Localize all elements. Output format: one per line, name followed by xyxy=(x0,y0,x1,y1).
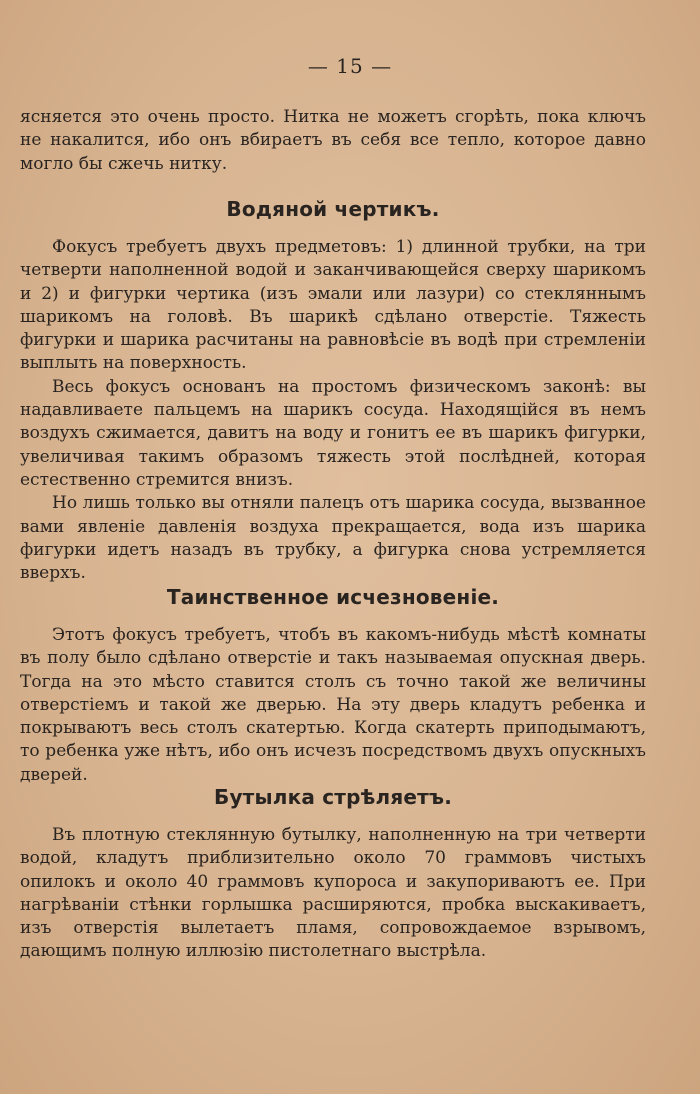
paragraph: Весь фокусъ основанъ на простомъ физическомъ законѣ: вы надавливаете пальцемъ на шарикъ сосуда. Находящійся въ немъ воздухъ сжимается, давитъ на воду и гонитъ ее въ шарикъ фигурки, увеличивая такимъ образомъ тяжесть этой послѣдней, которая естественно стремится внизъ. xyxy=(20,376,646,490)
section-title-mysterious-disappearance: Таинственное исчезновеніе. xyxy=(166,585,500,609)
section-title-bottle-shoots: Бутылка стрѣляетъ. xyxy=(214,785,452,809)
intro-text xyxy=(20,106,646,176)
paragraph: Этотъ фокусъ требуетъ, чтобъ въ какомъ-нибудь мѣстѣ комнаты въ полу было сдѣлано отверстіе и такъ называемая опускная дверь. Тогда на это мѣсто ставится столъ съ точно такой же величины отверстіемъ и такой же дверью. На эту дверь кладутъ ребенка и покрываютъ весь столъ скатертью. Когда скатерть приподымаютъ, то ребенка уже нѣтъ, ибо онъ исчезъ посредствомъ двухъ опускныхъ дверей. xyxy=(20,625,646,785)
section-body-water-devil xyxy=(20,236,646,585)
section-title-water-devil: Водяной чертикъ. xyxy=(226,197,440,221)
paragraph: Но лишь только вы отняли палецъ отъ шарика сосуда, вызванное вами явленіе давленія воздуха прекращается, вода изъ шарика фигурки идетъ назадъ въ трубку, а фигурка снова устремляется вверхъ. xyxy=(20,493,646,584)
paragraph: Фокусъ требуетъ двухъ предметовъ: 1) длинной трубки, на три четверти наполненной водой и заканчивающейся сверху шарикомъ и 2) и фигурки чертика (изъ эмали или лазури) со стекляннымъ шарикомъ на головѣ. Въ шарикѣ сдѣлано отверстіе. Тяжесть фигурки и шарика расчитаны на равновѣсіе въ водѣ при стремленіи выплыть на поверхность. xyxy=(20,237,646,374)
intro-paragraph: ясняется это очень просто. Нитка не можетъ сгорѣть, пока ключъ не накалится, ибо онъ вбираетъ въ себя все тепло, которое давно могло бы сжечь нитку. xyxy=(20,107,646,174)
section-body-bottle-shoots xyxy=(20,824,646,964)
page-number: — 15 — xyxy=(307,54,393,78)
paragraph: Въ плотную стеклянную бутылку, наполненную на три четверти водой, кладутъ приблизительно около 70 граммовъ чистыхъ опилокъ и около 40 граммовъ купороса и закупориваютъ ее. При нагрѣваніи стѣнки горлышка расширяются, пробка выскакиваетъ, изъ отверстія вылетаетъ пламя, сопровождаемое взрывомъ, дающимъ полную иллюзію пистолетнаго выстрѣла. xyxy=(20,825,646,962)
section-body-mysterious-disappearance xyxy=(20,624,646,787)
